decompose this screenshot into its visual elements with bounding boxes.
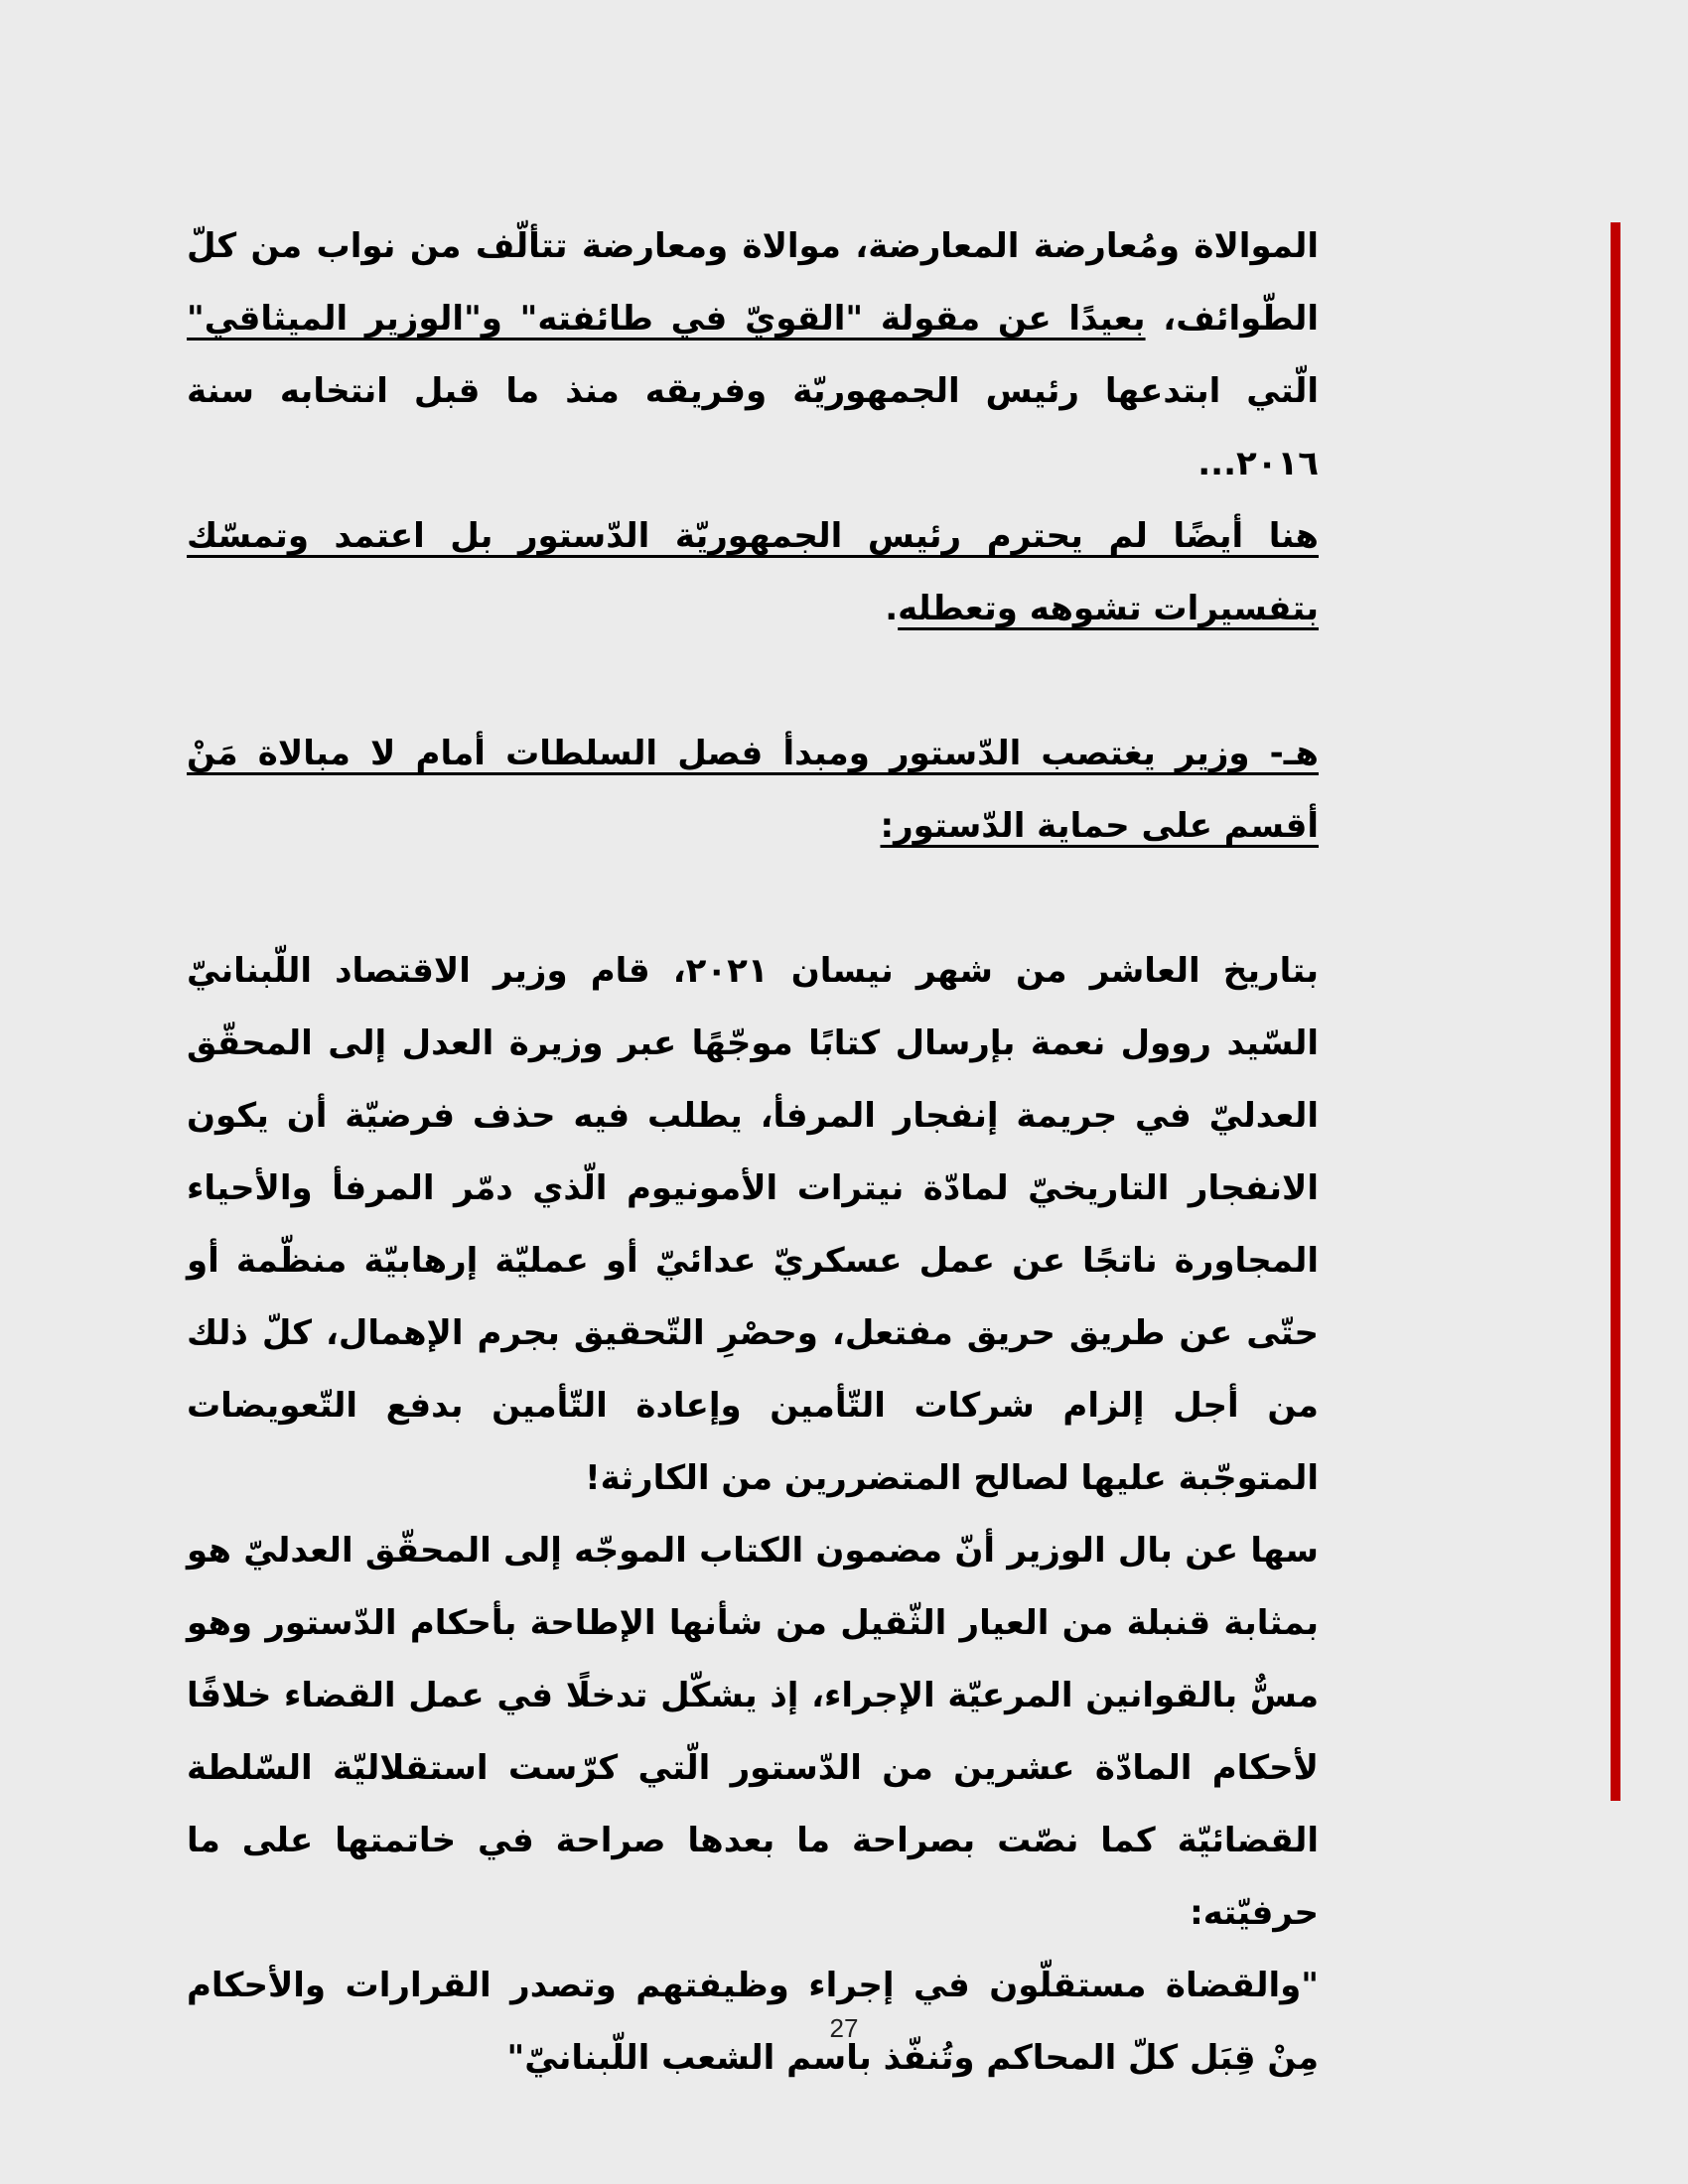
spacer xyxy=(187,645,1319,718)
margin-accent-bar xyxy=(1611,222,1620,1801)
paragraph-coalition-end: الّتي ابتدعها رئيس الجمهوريّة وفريقه منذ ما قبل انتخابه سنة ٢٠١٦... xyxy=(187,371,1319,483)
paragraph-minister-letter: بتاريخ العاشر من شهر نيسان ٢٠٢١، قام وزير الاقتصاد اللّبنانيّ السّيد روول نعمة بإرسال كتابًا موجّهًا عبر وزيرة العدل إلى المحقّق العدليّ في جريمة إنفجار المرفأ، يطلب فيه حذف فرضيّة أن يكون الانفجار التاريخيّ لمادّة نيترات الأمونيوم الّذي دمّر المرفأ والأحياء المجاورة ناتجًا عن عمل عسكريّ عدائيّ أو عمليّة إرهابيّة منظّمة أو حتّى عن طريق حريق مفتعل، وحصْرِ التّحقيق بجرم الإهمال، كلّ ذلك من أجل إلزام شركات التّأمين وإعادة التّأمين بدفع التّعويضات المتوجّبة عليها لصالح المتضررين من الكارثة! xyxy=(187,951,1319,1498)
paragraph-coalition xyxy=(187,210,1319,500)
paragraph-coalition-text: الموالاة ومُعارضة المعارضة، موالاة ومعارضة تتألّف من نواب من كلّ الطّوائف، xyxy=(187,226,1319,339)
paragraph-constitutional-violation: سها عن بال الوزير أنّ مضمون الكتاب الموجّه إلى المحقّق العدليّ هو بمثابة قنبلة من العيار الثّقيل من شأنها الإطاحة بأحكام الدّستور وهو مسٌّ بالقوانين المرعيّة الإجراء، إذ يشكّل تدخلًا في عمل القضاء خلافًا لأحكام المادّة عشرين من الدّستور الّتي كرّست استقلاليّة السّلطة القضائيّة كما نصّت بصراحة ما بعدها صراحة في خاتمتها على ما حرفيّته: xyxy=(187,1531,1319,1933)
spacer xyxy=(187,863,1319,935)
constitution-quote: "والقضاة مستقلّون في إجراء وظيفتهم وتصدر القرارات والأحكام مِنْ قِبَل كلّ المحاكم وتُنفّذ باسم الشعب اللّبنانيّ" xyxy=(187,1966,1319,2078)
underlined-phrase: بعيدًا عن مقولة "القويّ في طائفته" و"الوزير الميثاقي" xyxy=(187,299,1146,339)
sentence-period: . xyxy=(885,589,899,628)
underlined-sentence: هنا أيضًا لم يحترم رئيس الجمهوريّة الدّستور بل اعتمد وتمسّك بتفسيرات تشوهه وتعطله xyxy=(187,516,1319,628)
paragraph-constitution-disrespect xyxy=(187,500,1319,645)
section-heading: هـ- وزير يغتصب الدّستور ومبدأ فصل السلطات أمام لا مبالاة مَنْ أقسم على حماية الدّستور: xyxy=(187,734,1319,846)
page-number: 27 xyxy=(829,2013,859,2043)
document-body xyxy=(187,210,1319,2095)
